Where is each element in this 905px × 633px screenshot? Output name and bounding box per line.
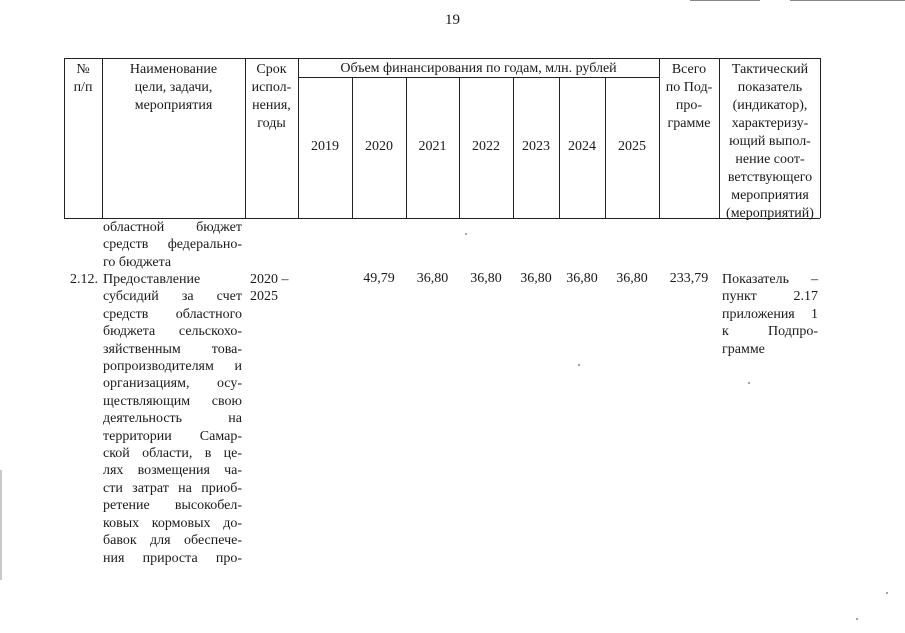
value-2022: 36,80 [470,271,502,286]
header-financing: Объем финансирования по годам, млн. рублей [340,61,617,76]
header-term-line: нения, [252,98,291,113]
row-name-line: деятельность на [103,411,242,427]
header-indicator-line: показатель [737,80,803,95]
header-total-line: грамме [667,116,711,131]
header-indicator-line: характеризу- [731,116,809,131]
row-name-line: ществляющим свою [103,393,242,409]
header-name [102,61,245,115]
header-indicator-line: Тактический [731,62,809,77]
row-indicator-line: к Подпро- [722,324,818,340]
header-year-2019: 2019 [311,139,339,154]
row-name-line: ковых кормовых до- [103,515,242,531]
header-total-line: по Под- [665,80,713,95]
row-name-line: Предоставление [103,272,201,287]
header-indicator-line: мероприятия [731,188,809,203]
header-name-line: Наименование [129,62,218,77]
header-indicator-line: ветствующего [727,170,813,185]
row-name-line: ретение высокобел- [103,498,242,514]
header-no-line: п/п [73,80,93,95]
page-number: 19 [445,12,460,28]
row-name-line: средств областного [103,306,242,322]
header-total [659,61,719,133]
row-name-line: ской области, в це- [103,446,242,462]
header-total-line: Всего [671,62,707,77]
row-indicator-line: пункт 2.17 [722,289,818,305]
row-indicator-line: Показатель – [722,272,818,287]
row-name-line: организациям, осу- [103,376,242,392]
header-indicator-line: ющий выпол- [729,134,811,149]
row-name-line: ния прироста про- [103,550,242,566]
header-year-2024: 2024 [568,139,596,154]
continuation-line: го бюджета [103,254,172,270]
header-year-2021: 2021 [418,139,447,154]
header-year-2020: 2020 [365,139,393,154]
row-name-line: территории Самар- [103,428,242,444]
row-name-line: бюджета сельскохо- [103,324,242,340]
continuation-line: областной бюджет [103,220,242,235]
value-2021: 36,80 [416,271,449,286]
row-name-line: лях возмещения ча- [103,463,242,479]
value-2023: 36,80 [520,271,552,286]
continuation-line: средств федерально- [103,237,242,253]
header-total-line: про- [675,98,703,113]
header-term-line: испол- [251,80,292,95]
header-name-line: цели, задачи, [134,80,213,95]
row-indicator [722,271,818,358]
header-term [245,61,298,133]
row-name [103,271,242,567]
value-2025: 36,80 [616,271,648,286]
header-year-2023: 2023 [522,139,550,154]
header-no-line: № [76,62,90,77]
header-term-line: годы [257,116,286,131]
value-2020: 49,79 [363,271,395,286]
row-term-line: 2025 [250,289,278,305]
row-term [250,271,289,306]
value-2024: 36,80 [566,271,598,286]
row-name-line: зяйственным това- [103,341,242,357]
value-total: 233,79 [669,271,709,286]
row-indicator-line: приложения 1 [722,306,818,322]
header-year-2022: 2022 [472,139,500,154]
header-indicator-line: (мероприятий) [726,206,814,221]
row-name-line: субсидий за счет [103,289,242,305]
row-number: 2.12. [70,272,98,287]
header-indicator [720,61,820,223]
header-no [64,61,102,97]
header-name-line: мероприятия [134,98,213,113]
row-name-line: бавок для обеспече- [103,533,242,549]
row-name-line: ропроизводителям и [103,359,242,375]
row-indicator-line: грамме [722,341,765,357]
header-indicator-line: (индикатор), [732,98,808,113]
continuation-text [103,219,242,271]
header-term-line: Срок [256,62,287,77]
row-term-line: 2020 – [250,272,289,287]
header-year-2025: 2025 [618,139,646,154]
header-indicator-line: нение соот- [735,152,805,167]
row-name-line: сти затрат на приоб- [103,480,242,496]
